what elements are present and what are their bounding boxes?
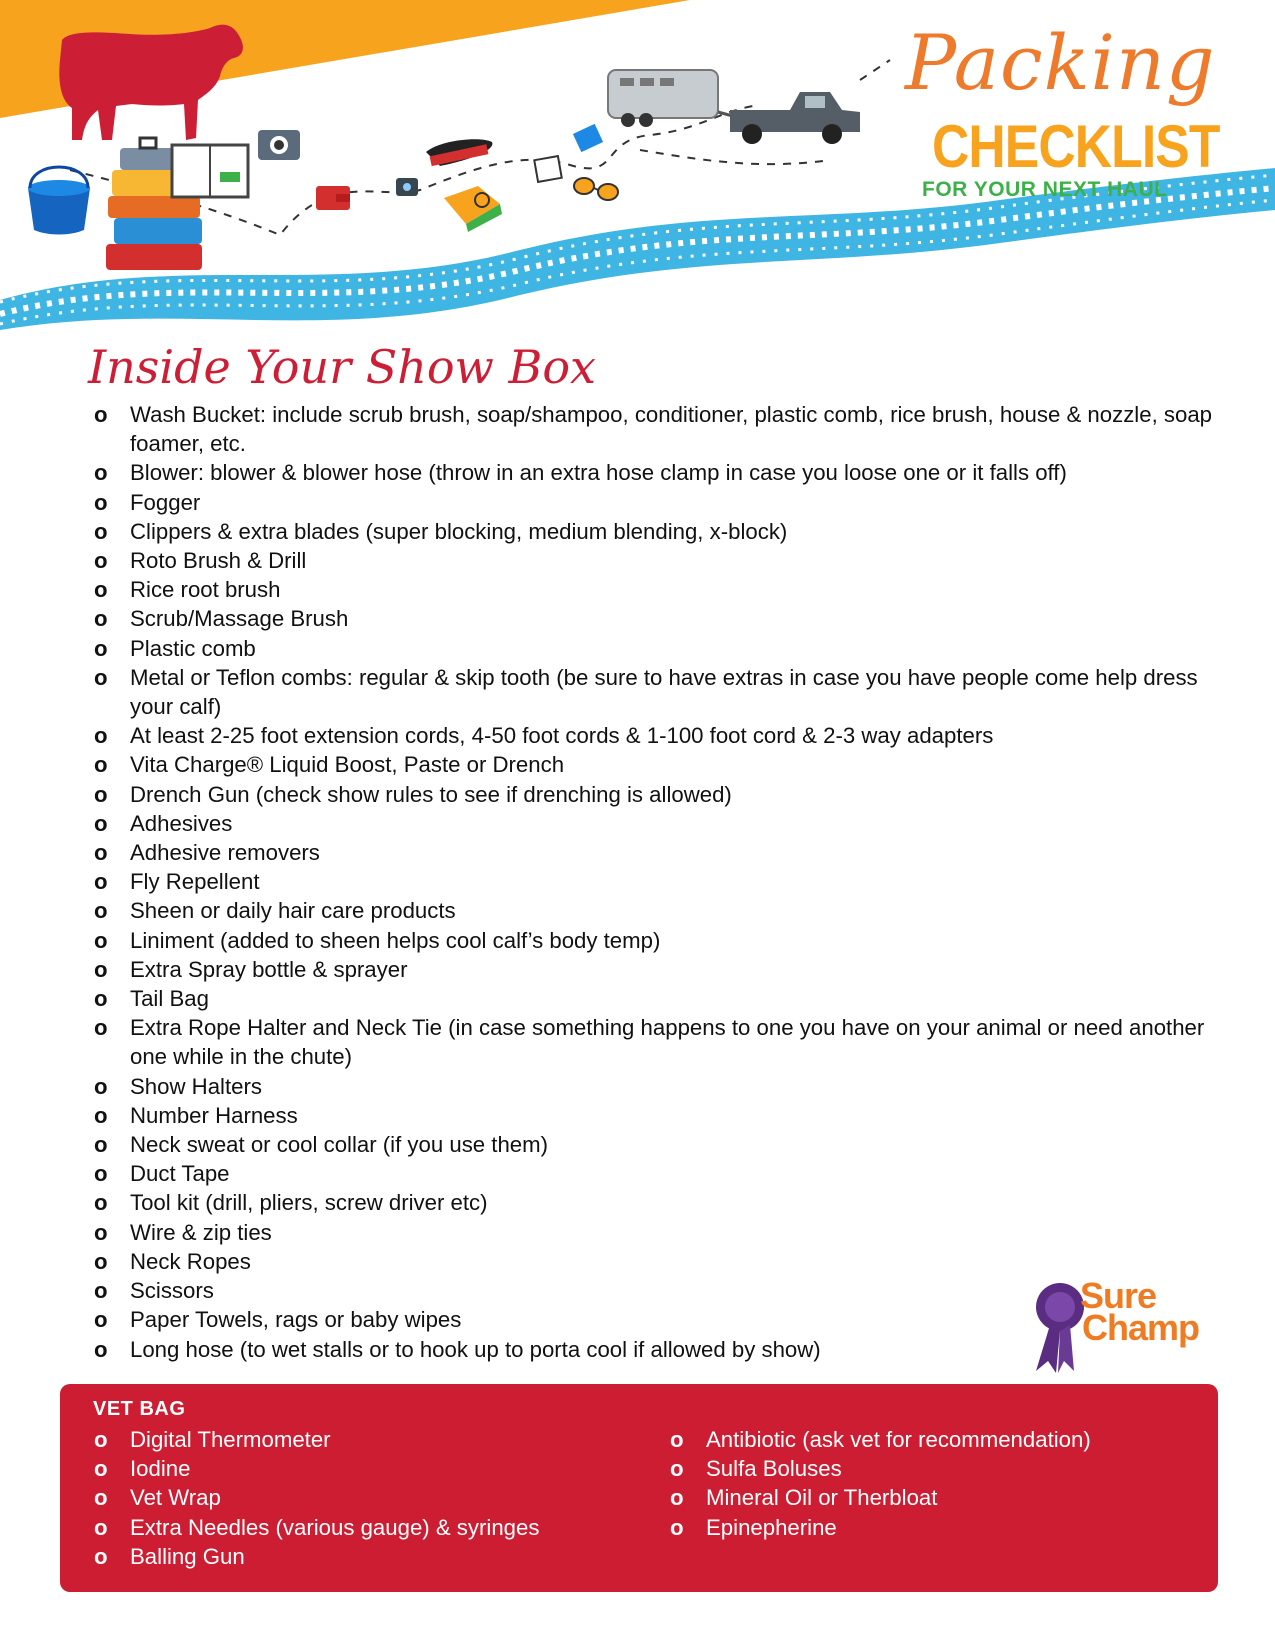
- steer-icon: [59, 25, 243, 140]
- sure-champ-logo: [1030, 1275, 1230, 1375]
- section-title: Inside Your Show Box: [88, 340, 596, 394]
- list-item: o Number Harness: [94, 1101, 1214, 1130]
- list-item: o Long hose (to wet stalls or to hook up to porta cool if allowed by show): [94, 1335, 1214, 1364]
- list-item: o Neck Ropes: [94, 1247, 1214, 1276]
- bucket-icon: [28, 167, 90, 235]
- list-item: o Plastic comb: [94, 634, 1214, 663]
- list-item: o Neck sweat or cool collar (if you use them): [94, 1130, 1214, 1159]
- list-item: o Sheen or daily hair care products: [94, 896, 1214, 925]
- photos-icon: [534, 124, 603, 182]
- vet-bag-right-list: [670, 1425, 1091, 1542]
- title-block: CHECKLIST: [932, 113, 1220, 180]
- list-item: o Liniment (added to sheen helps cool calf’s body temp): [94, 926, 1214, 955]
- list-item: o Tool kit (drill, pliers, screw driver etc): [94, 1188, 1214, 1217]
- trailer-icon: [608, 70, 740, 127]
- map-icon: [444, 186, 502, 232]
- vet-bag-panel: [60, 1384, 1218, 1592]
- list-item: o Sulfa Boluses: [670, 1454, 1091, 1483]
- vet-bag-title: VET BAG: [93, 1398, 186, 1420]
- list-item: o Clippers & extra blades (super blocking, medium blending, x-block): [94, 517, 1214, 546]
- vet-bag-left-list: [94, 1425, 539, 1571]
- list-item: o Duct Tape: [94, 1159, 1214, 1188]
- list-item: o Digital Thermometer: [94, 1425, 539, 1454]
- list-item: o Extra Needles (various gauge) & syringes: [94, 1513, 539, 1542]
- list-item: o Scrub/Massage Brush: [94, 604, 1214, 633]
- list-item: o At least 2-25 foot extension cords, 4-50 foot cords & 1-100 foot cord & 2-3 way adapters: [94, 721, 1214, 750]
- title-subtitle: FOR YOUR NEXT HAUL: [922, 178, 1168, 201]
- camera-icon: [258, 130, 300, 160]
- list-item: o Show Halters: [94, 1072, 1214, 1101]
- book-icon: [172, 145, 248, 197]
- list-item: o Wire & zip ties: [94, 1218, 1214, 1247]
- brush-icon: [426, 139, 492, 166]
- header-banner: [0, 0, 1275, 330]
- show-box-list: [94, 400, 1214, 1364]
- list-item: o Iodine: [94, 1454, 539, 1483]
- list-item: o Mineral Oil or Therbloat: [670, 1483, 1091, 1512]
- list-item: o Epinepherine: [670, 1513, 1091, 1542]
- logo-text-sure: Sure: [1080, 1275, 1157, 1316]
- list-item: o Adhesives: [94, 809, 1214, 838]
- list-item: o Blower: blower & blower hose (throw in an extra hose clamp in case you loose one or it falls off): [94, 458, 1214, 487]
- list-item: o Extra Spray bottle & sprayer: [94, 955, 1214, 984]
- list-item: o Extra Rope Halter and Neck Tie (in case something happens to one you have on your animal or need another one while in the chute): [94, 1013, 1214, 1071]
- list-item: o Balling Gun: [94, 1542, 539, 1571]
- list-item: o Roto Brush & Drill: [94, 546, 1214, 575]
- truck-icon: [730, 92, 860, 144]
- list-item: o Fogger: [94, 488, 1214, 517]
- phone-icon: [396, 178, 418, 196]
- list-item: o Rice root brush: [94, 575, 1214, 604]
- list-item: o Paper Towels, rags or baby wipes: [94, 1305, 1214, 1334]
- list-item: o Metal or Teflon combs: regular & skip tooth (be sure to have extras in case you have people come help dress your calf): [94, 663, 1214, 721]
- list-item: o Vet Wrap: [94, 1483, 539, 1512]
- sunglasses-icon: [574, 178, 618, 200]
- logo-text-champ: Champ: [1082, 1307, 1200, 1348]
- list-item: o Fly Repellent: [94, 867, 1214, 896]
- list-item: o Drench Gun (check show rules to see if drenching is allowed): [94, 780, 1214, 809]
- list-item: o Adhesive removers: [94, 838, 1214, 867]
- title-script: Packing: [905, 18, 1216, 107]
- list-item: o Wash Bucket: include scrub brush, soap/shampoo, conditioner, plastic comb, rice brush, house & nozzle, soap foamer, etc.: [94, 400, 1214, 458]
- list-item: o Antibiotic (ask vet for recommendation): [670, 1425, 1091, 1454]
- list-item: o Vita Charge® Liquid Boost, Paste or Drench: [94, 750, 1214, 779]
- list-item: o Tail Bag: [94, 984, 1214, 1013]
- list-item: o Scissors: [94, 1276, 1214, 1305]
- wallet-icon: [316, 186, 350, 210]
